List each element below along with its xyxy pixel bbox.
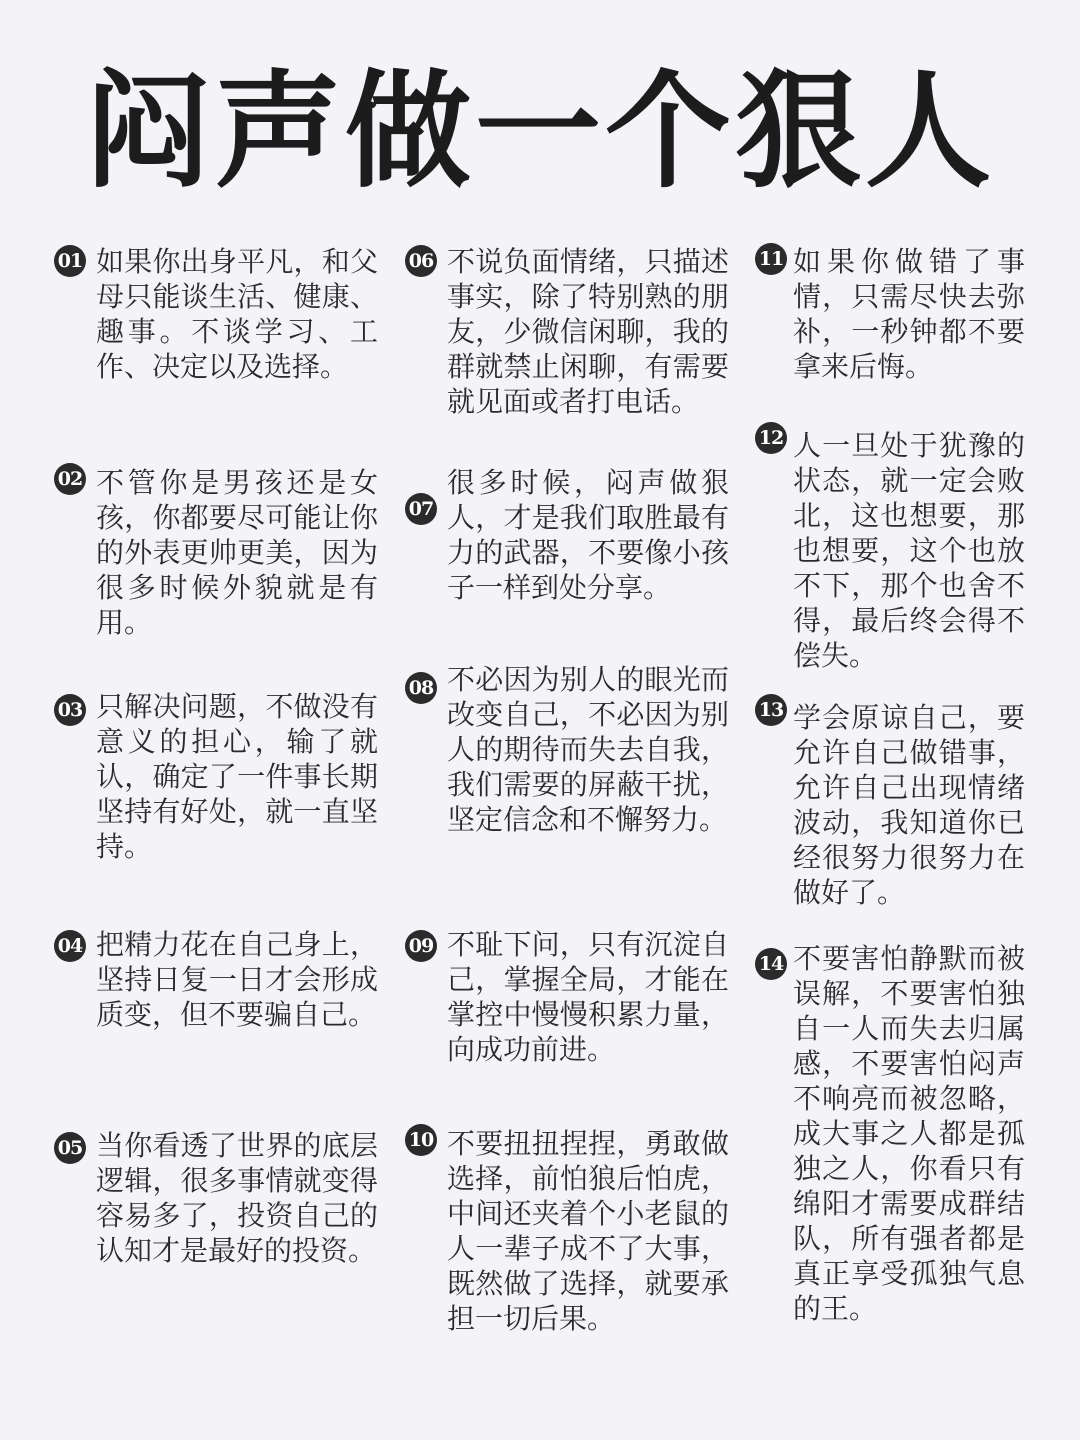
item-number-badge: 12 bbox=[755, 422, 787, 454]
item-text: 很多时候，闷声做狠人，才是我们取胜最有力的武器，不要像小孩子一样到处分享。 bbox=[447, 466, 729, 604]
item-text: 人一旦处于犹豫的状态，就一定会败北，这也想要，那也想要，这个也放不下，那个也舍不得，最后终会得不偿失。 bbox=[793, 429, 1025, 672]
item-text: 不要害怕静默而被误解，不要害怕独自一人而失去归属感，不要害怕闷声不响亮而被忽略，成大事之人都是孤独之人，你看只有绵阳才需要成群结队，所有强者都是真正享受孤独气息的王。 bbox=[793, 942, 1025, 1325]
item-text: 学会原谅自己，要允许自己做错事，允许自己出现情绪波动，我知道你已经很努力很努力在做好了。 bbox=[793, 701, 1025, 909]
item-number-badge: 09 bbox=[405, 930, 437, 962]
item-text: 把精力花在自己身上，坚持日复一日才会形成质变，但不要骗自己。 bbox=[96, 928, 378, 1031]
item-number-badge: 10 bbox=[405, 1124, 437, 1156]
item-text: 如果你出身平凡，和父母只能谈生活、健康、趣事。不谈学习、工作、决定以及选择。 bbox=[96, 245, 378, 383]
item-number-badge: 07 bbox=[405, 493, 437, 525]
item-number-badge: 02 bbox=[54, 463, 86, 495]
item-text: 不管你是男孩还是女孩，你都要尽可能让你的外表更帅更美，因为很多时候外貌就是有用。 bbox=[96, 466, 378, 639]
item-text: 只解决问题，不做没有意义的担心，输了就认，确定了一件事长期坚持有好处，就一直坚持。 bbox=[96, 690, 378, 863]
item-text: 不说负面情绪，只描述事实，除了特别熟的朋友，少微信闲聊，我的群就禁止闲聊，有需要就见面或者打电话。 bbox=[447, 245, 729, 418]
item-text: 如果你做错了事情，只需尽快去弥补，一秒钟都不要拿来后悔。 bbox=[793, 245, 1025, 383]
item-number-badge: 08 bbox=[405, 672, 437, 704]
item-number-badge: 03 bbox=[54, 694, 86, 726]
item-number-badge: 04 bbox=[54, 930, 86, 962]
item-number-badge: 11 bbox=[755, 243, 787, 275]
item-number-badge: 05 bbox=[54, 1132, 86, 1164]
item-number-badge: 01 bbox=[54, 245, 86, 277]
page-title: 闷声做一个狠人 bbox=[85, 58, 995, 205]
item-text: 不耻下问，只有沉淀自己，掌握全局，才能在掌控中慢慢积累力量，向成功前进。 bbox=[447, 928, 729, 1066]
item-number-badge: 06 bbox=[405, 245, 437, 277]
item-text: 当你看透了世界的底层逻辑，很多事情就变得容易多了，投资自己的认知才是最好的投资。 bbox=[96, 1129, 378, 1267]
item-text: 不必因为别人的眼光而改变自己，不必因为别人的期待而失去自我，我们需要的屏蔽干扰，坚定信念和不懈努力。 bbox=[447, 663, 729, 836]
item-number-badge: 13 bbox=[755, 694, 787, 726]
item-text: 不要扭扭捏捏，勇敢做选择，前怕狼后怕虎，中间还夹着个小老鼠的人一辈子成不了大事，既然做了选择，就要承担一切后果。 bbox=[447, 1127, 729, 1335]
item-number-badge: 14 bbox=[755, 948, 787, 980]
